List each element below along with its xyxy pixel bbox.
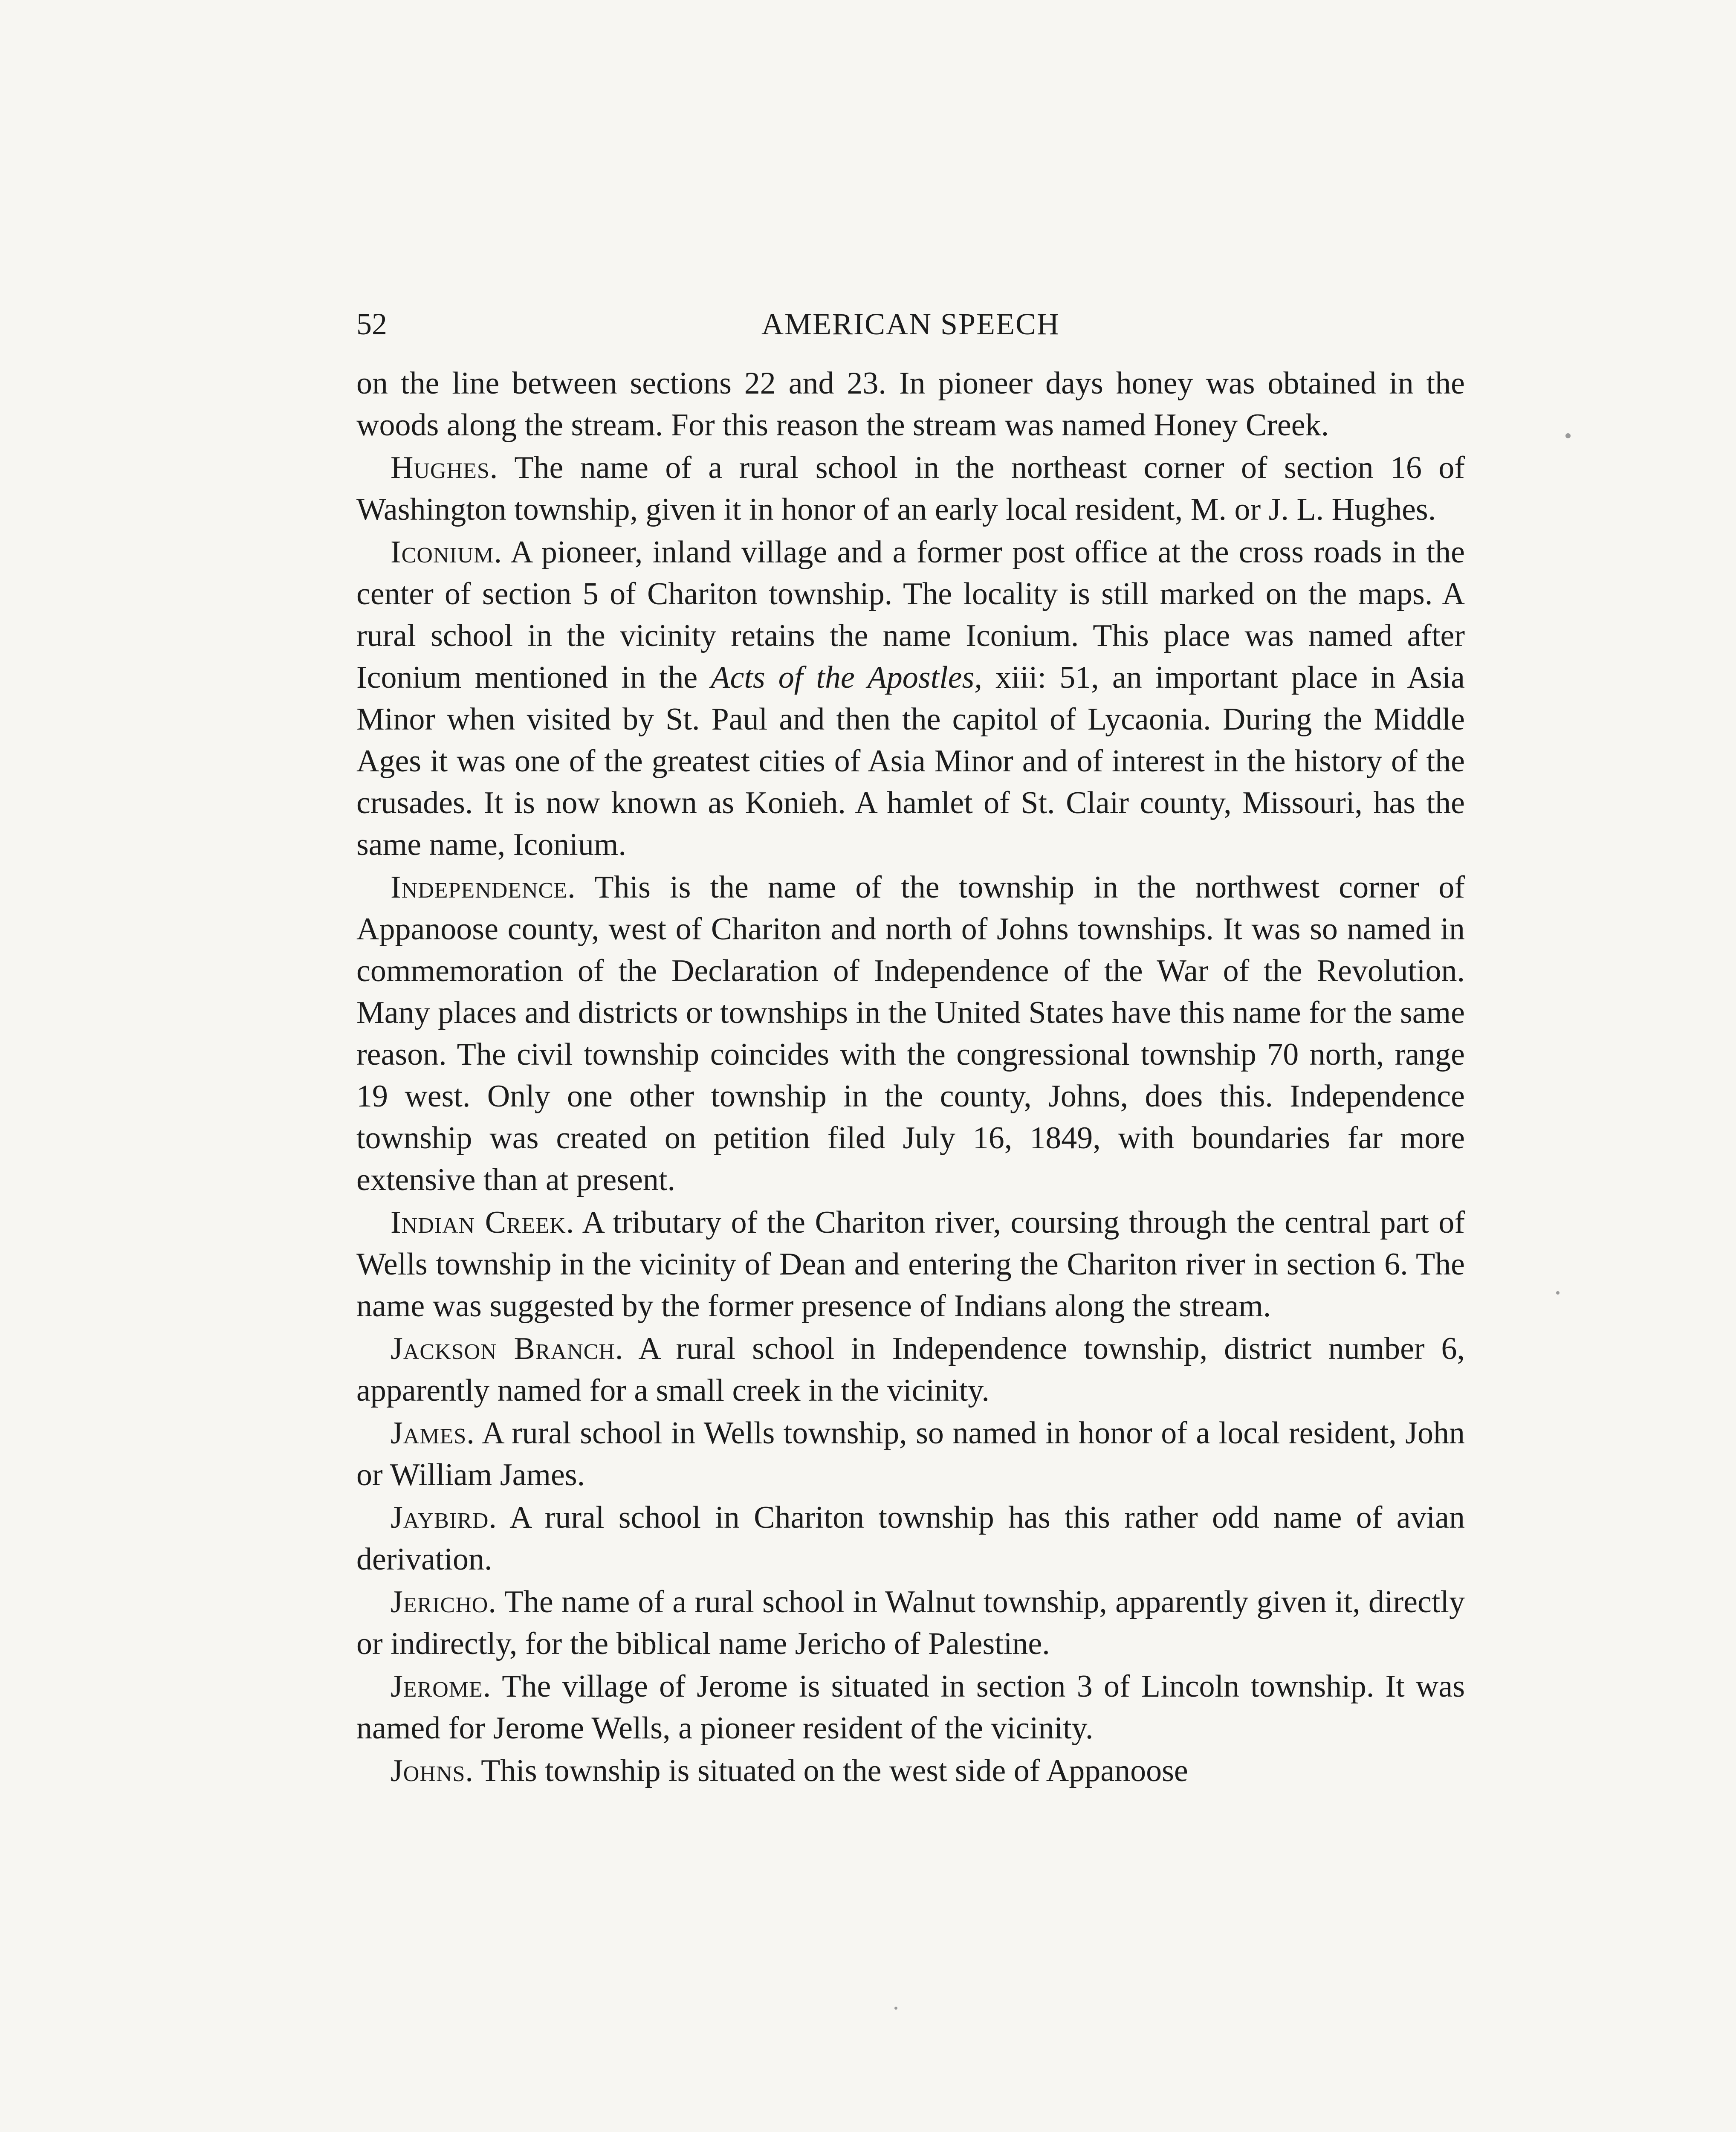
book-title: Acts of the Apostles, — [711, 660, 982, 695]
entry-jerome — [356, 1666, 1465, 1749]
paragraph-text: on the line between sections 22 and 23. In pioneer days honey was obtained in the woods along the stream. For this reason the stream was named Honey Creek. — [356, 366, 1465, 443]
paper-speck — [1556, 1291, 1560, 1295]
paragraph-honey-creek-continued — [356, 362, 1465, 446]
entry-text: This township is situated on the west side of Appanoose — [481, 1753, 1188, 1788]
entry-independence — [356, 866, 1465, 1201]
page-number: 52 — [356, 307, 387, 341]
entry-text: xiii: 51, an important place in Asia Minor when visited by St. Paul and then the capitol of Lycaonia. During the Middle Ages it was one of the greatest cities of Asia Minor and of interest in the history of the crusades. It is now known as Konieh. A hamlet of St. Clair county, Missouri, has the same name, Iconium. — [356, 660, 1465, 862]
entry-james — [356, 1412, 1465, 1496]
entry-indian-creek — [356, 1202, 1465, 1327]
paper-speck — [1565, 433, 1571, 438]
entry-text: A tributary of the Chariton river, coursing through the central part of Wells township in the vicinity of Dean and entering the Chariton river in section 6. The name was suggested by the former presence of Indians along the stream. — [356, 1205, 1465, 1324]
headword: Indian Creek. — [391, 1205, 575, 1240]
headword: Jerome. — [391, 1669, 492, 1704]
entry-text: A rural school in Wells township, so named in honor of a local resident, John or William James. — [356, 1416, 1465, 1492]
entry-text: The village of Jerome is situated in section 3 of Lincoln township. It was named for Jerome Wells, a pioneer resident of the vicinity. — [356, 1669, 1465, 1746]
headword: Jaybird. — [391, 1500, 497, 1535]
headword: Johns. — [391, 1753, 474, 1788]
entry-text: This is the name of the township in the northwest corner of Appanoose county, west of Chariton and north of Johns townships. It was so named in commemoration of the Declaration of Independence of the War of the Revolution. Many places and districts or townships in the United States have this name for the same reason. The civil township coincides with the congressional township 70 north, range 19 west. Only one other township in the county, Johns, does this. Independence township was created on petition filed July 16, 1849, with boundaries far more extensive than at present. — [356, 870, 1465, 1197]
running-title: AMERICAN SPEECH — [761, 307, 1060, 341]
headword: James. — [391, 1416, 475, 1451]
entry-iconium — [356, 531, 1465, 866]
entry-text: The name of a rural school in Walnut township, apparently given it, directly or indirectly, for the biblical name Jericho of Palestine. — [356, 1585, 1465, 1661]
headword: Iconium. — [391, 535, 503, 570]
headword: Jericho. — [391, 1585, 497, 1619]
entry-hughes — [356, 447, 1465, 530]
entry-johns — [356, 1750, 1465, 1792]
paper-speck — [894, 2007, 897, 2010]
entry-text: A rural school in Chariton township has this rather odd name of avian derivation. — [356, 1500, 1465, 1577]
entry-jackson-branch — [356, 1328, 1465, 1411]
headword: Independence. — [391, 870, 576, 905]
page — [356, 298, 1465, 1793]
entry-text: A pioneer, inland village and a former post office at the cross roads in the center of section 5 of Chariton township. The locality is still marked on the maps. A rural school in the vicinity retains the name Iconium. This place was named after Iconium mentioned in the — [356, 535, 1465, 695]
headword: Hughes. — [391, 450, 498, 485]
article-body — [356, 362, 1465, 1792]
running-head — [356, 298, 1465, 350]
entry-text: A rural school in Independence township, district number 6, apparently named for a small creek in the vicinity. — [356, 1331, 1465, 1408]
entry-jaybird — [356, 1497, 1465, 1580]
entry-text: The name of a rural school in the northeast corner of section 16 of Washington township, given it in honor of an early local resident, M. or J. L. Hughes. — [356, 450, 1465, 527]
headword: Jackson Branch. — [391, 1331, 624, 1366]
entry-jericho — [356, 1581, 1465, 1665]
